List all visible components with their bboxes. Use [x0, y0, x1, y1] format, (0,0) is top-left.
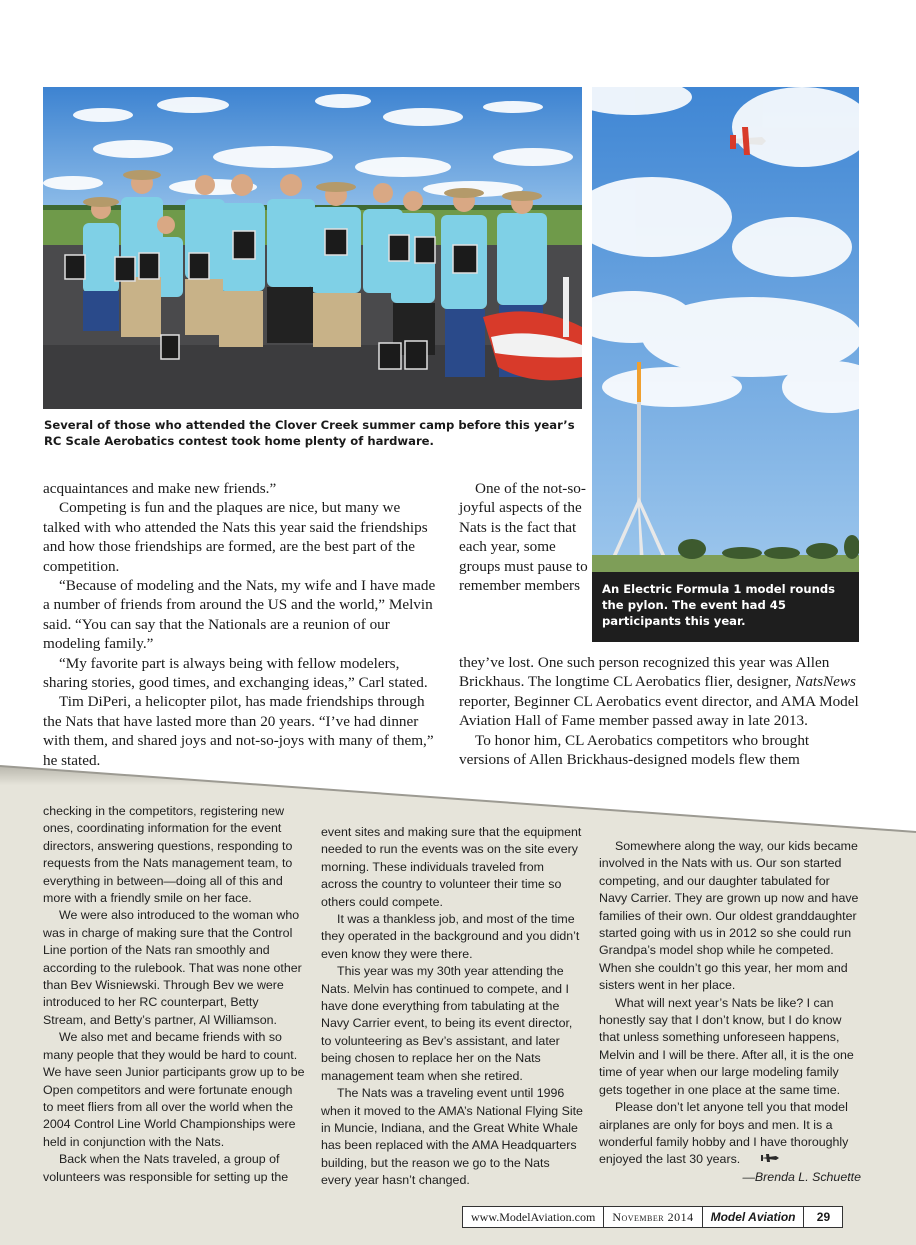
group-photo-caption: Several of those who attended the Clover Creek summer camp before this year’s RC Scale Aerobatics contest took home plenty of hardware. [44, 418, 575, 448]
article-right-wide [459, 653, 859, 769]
group-award-photo [43, 87, 582, 409]
article-paragraph: Competing is fun and the plaques are nice, but many we talked with who attended the Nats this year said the friendships and how those friendships are formed, are the best part of the competition. [43, 499, 428, 575]
article-left-column [43, 479, 440, 770]
sidebar-paragraph: What will next year’s Nats be like? I can honestly say that I don’t know, but I do know that unless something unforeseen happens, Melvin and I will be there. After all, it is the one time of year when our large modeling family gets together in one place at the same time. [599, 995, 854, 1097]
article-paragraph: acquaintances and make new friends.” [43, 480, 277, 497]
footer-magazine-name: Model Aviation [703, 1207, 805, 1227]
article-right-narrow [459, 479, 589, 595]
article-paragraph: To honor him, CL Aerobatics competitors who brought versions of Allen Brickhaus-designed models flew them [459, 731, 810, 769]
article-text: they’ve lost. One such person recognized this year was Allen Brickhaus. The longtime CL Aerobatics flier, designer, [459, 654, 830, 691]
sidebar-paragraph: We were also introduced to the woman who was in charge of making sure that the Control Line portion of the Nats ran smoothly and according to the rulebook. That was none other than Bev Wisniewski. Through Bev we were introduced to her RC counterpart, Betty Stream, and Betty’s partner, Al Williamson. [43, 908, 302, 1027]
sidebar-paragraph: The Nats was a traveling event until 1996 when it moved to the AMA’s National Flying Site in Muncie, Indiana, and the Great White Whale has been replaced with the AMA Headquarters building, but the reason we go to the Nats every year hasn’t changed. [321, 1086, 583, 1188]
pylon-photo [592, 87, 859, 572]
airplane-end-mark-icon [744, 1151, 780, 1168]
article-paragraph: “My favorite part is always being with fellow modelers, sharing stories, good times, and exchanging ideas,” Carl stated. [43, 654, 428, 692]
sidebar-paragraph: Back when the Nats traveled, a group of volunteers was responsible for setting up the [43, 1152, 289, 1184]
footer-url[interactable]: www.ModelAviation.com [463, 1207, 604, 1227]
sidebar-paragraph [599, 1099, 861, 1169]
sidebar-text: Please don’t let anyone tell you that model airplanes are only for boys and men. It is a wonderful family hobby and I have thoroughly enjoyed the last 30 years. [599, 1100, 849, 1167]
publication-name: NatsNews [795, 673, 856, 691]
article-paragraph [459, 653, 859, 731]
article-paragraph: One of the not-so-joyful aspects of the Nats is the fact that each year, some groups must pause to remember members [459, 480, 588, 595]
footer-issue-date: November 2014 [604, 1207, 702, 1227]
pylon-photo-caption: An Electric Formula 1 model rounds the pylon. The event had 45 participants this year. [592, 572, 859, 642]
sidebar-column-3 [599, 838, 861, 1186]
sidebar-paragraph: event sites and making sure that the equipment needed to run the events was on the site every morning. These individuals traveled from across the country to volunteer their time so others could compete. [321, 825, 582, 909]
page-number: 29 [816, 1210, 831, 1224]
sidebar-paragraph: This year was my 30th year attending the Nats. Melvin has continued to compete, and I have done everything from tabulating at the Navy Carrier event, to being its event director, to volunteering as Bev’s assistant, and later being chosen to replace her on the Nats management team when she retired. [321, 964, 573, 1083]
sidebar-paragraph: checking in the competitors, registering new ones, coordinating information for the event directors, answering questions, responding to requests from the Nats management team, to everything in between—doing all of this and more with a friendly smile on her face. [43, 804, 293, 906]
page-footer [462, 1206, 843, 1228]
sidebar-column-2 [321, 824, 583, 1190]
sidebar-column-1 [43, 803, 305, 1186]
article-text: reporter, Beginner CL Aerobatics event director, and AMA Model Aviation Hall of Fame member passed away in late 2013. [459, 692, 859, 730]
sidebar-paragraph: We also met and became friends with so many people that they would be hard to count. We have seen Junior participants grow up to be Open competitors and were fortunate enough to meet fliers from all over the world when the 2004 Control Line World Championships were held in conjunction with the Nats. [43, 1030, 305, 1149]
author-signature: —Brenda L. Schuette [742, 1169, 861, 1184]
article-paragraph: “Because of modeling and the Nats, my wife and I have made a number of friends from around the US and the world,” Melvin said. “You can say that the Nationals are a reunion of our modeling family.” [43, 577, 436, 653]
sidebar-paragraph: Somewhere along the way, our kids became involved in the Nats with us. Our son started competing, and our daughter tabulated for Navy Carrier. They are grown up now and have families of their own. Our oldest granddaughter started going with us in 2012 so she could run Grandpa’s model shop while he competed. When she couldn’t go this year, her mom and sisters went in her place. [599, 839, 859, 993]
article-paragraph: Tim DiPeri, a helicopter pilot, has made friendships through the Nats that have lasted more than 20 years. “I’ve had dinner with them, and shared joys and not-so-joys with many of them,” he stated. [43, 693, 434, 769]
sidebar-paragraph: It was a thankless job, and most of the time they operated in the background and you didn’t even know they were there. [321, 912, 580, 961]
